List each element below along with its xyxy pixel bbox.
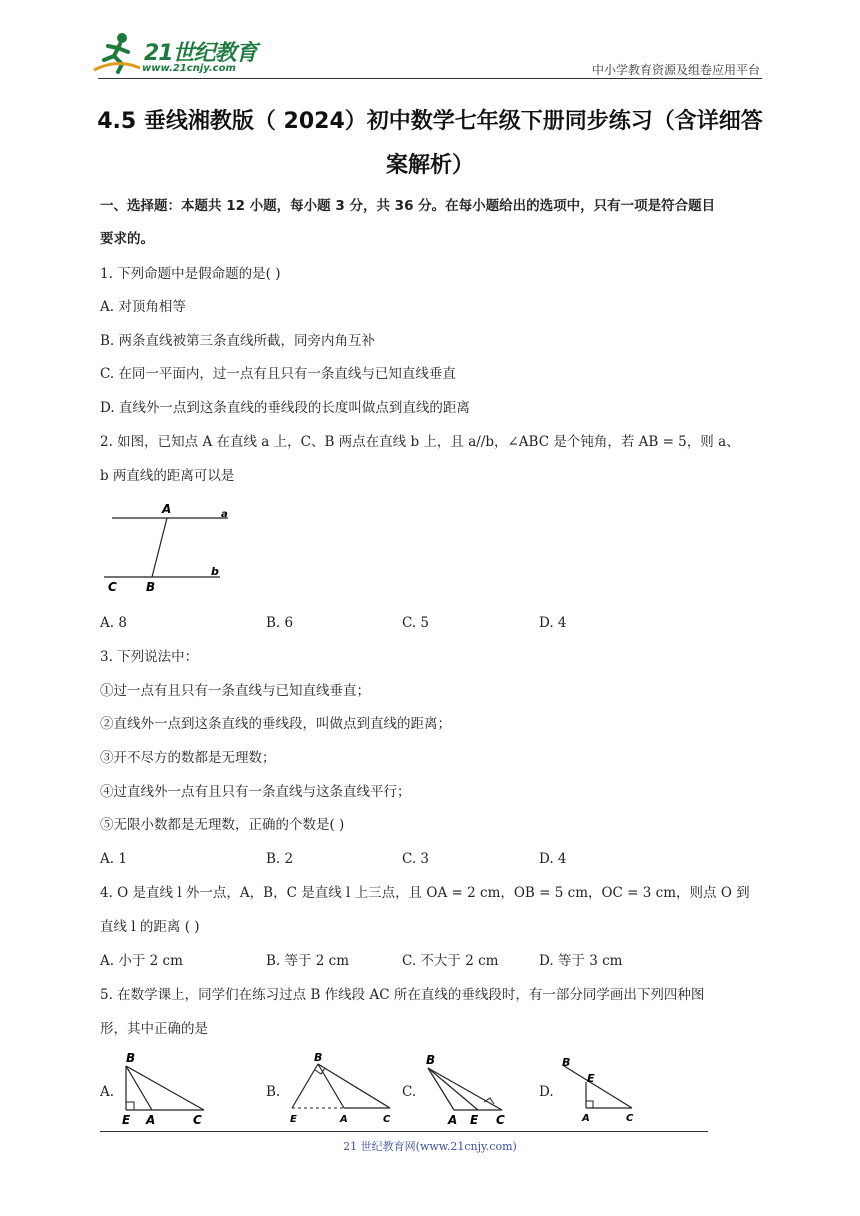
q2-option-d: D. 4 — [539, 615, 567, 631]
fig-d-label-E: E — [587, 1072, 595, 1085]
q4-stem: 4. O 是直线 l 外一点，A，B，C 是直线 l 上三点，且 OA = 2 cm，OB = 5 cm，OC = 3 cm，则点 O 到 — [100, 885, 750, 901]
site-logo — [92, 30, 262, 78]
q3-stem: 3. 下列说法中： — [100, 649, 199, 665]
fig-a-label-C: C — [193, 1113, 202, 1127]
header-divider — [98, 78, 762, 79]
q2-option-a: A. 8 — [100, 615, 127, 631]
q1-option-c: C. 在同一平面内，过一点有且只有一条直线与已知直线垂直 — [100, 366, 456, 382]
q3-option-a: A. 1 — [100, 851, 127, 867]
doc-title-line2: 案解析） — [385, 153, 474, 178]
q4-option-a: A. 小于 2 cm — [100, 953, 183, 969]
q1-option-a: A. 对顶角相等 — [100, 299, 186, 315]
fig-b-label-A: A — [340, 1114, 348, 1125]
q5-option-c: C. — [402, 1084, 417, 1100]
fig-c-label-C: C — [496, 1113, 505, 1127]
section-heading: 一、选择题：本题共 12 小题，每小题 3 分，共 36 分。在每小题给出的选项中，只有一项是符合题目 — [100, 198, 716, 214]
q5-figure-d — [556, 1052, 642, 1130]
fig-b-label-E: E — [290, 1114, 297, 1125]
q3-item-4: ④过直线外一点有且只有一条直线与这条直线平行； — [100, 784, 411, 800]
q1-stem: 1. 下列命题中是假命题的是( ) — [100, 266, 281, 282]
q3-item-5: ⑤无限小数都是无理数，正确的个数是( ) — [100, 817, 345, 833]
q4-option-b: B. 等于 2 cm — [266, 953, 350, 969]
q5-option-b: B. — [266, 1084, 281, 1100]
fig-d-label-B: B — [562, 1056, 571, 1069]
label-C: C — [108, 580, 117, 594]
segment-ab — [152, 518, 167, 577]
fig-b-label-B: B — [314, 1052, 323, 1064]
fig-a-label-A: A — [146, 1113, 156, 1127]
fig-c-label-B: B — [426, 1053, 436, 1067]
q3-option-d: D. 4 — [539, 851, 567, 867]
fig-d-label-C: C — [626, 1113, 634, 1124]
q5-stem: 5. 在数学课上，同学们在练习过点 B 作线段 AC 所在直线的垂线段时，有一部分同学画出下列四种图 — [100, 987, 705, 1003]
q1-option-b: B. 两条直线被第三条直线所截，同旁内角互补 — [100, 333, 376, 349]
section-heading-cont: 要求的。 — [100, 231, 154, 247]
doc-title-line1: 4.5 垂线湘教版（ 2024）初中数学七年级下册同步练习（含详细答 — [97, 109, 763, 134]
platform-name: 中小学教育资源及组卷应用平台 — [591, 63, 760, 77]
label-B: B — [146, 580, 156, 594]
fig-c-label-E: E — [470, 1113, 479, 1127]
q5-figure-b — [282, 1052, 394, 1130]
q4-stem-cont: 直线 l 的距离 ( ) — [100, 919, 200, 935]
footer-divider — [100, 1131, 708, 1132]
q5-option-d: D. — [539, 1084, 554, 1100]
q5-figure-c — [418, 1052, 510, 1130]
fig-d-label-A: A — [582, 1113, 590, 1124]
q3-item-1: ①过一点有且只有一条直线与已知直线垂直； — [100, 683, 370, 699]
q2-figure — [100, 498, 240, 598]
logo-text: 21世纪教育 — [144, 41, 257, 66]
q3-item-2: ②直线外一点到这条直线的垂线段，叫做点到直线的距离； — [100, 716, 451, 732]
runner-icon — [92, 30, 142, 74]
logo-url: www.21cnjy.com — [142, 63, 236, 74]
q2-stem-cont: b 两直线的距离可以是 — [100, 468, 235, 484]
q1-option-d: D. 直线外一点到这条直线的垂线段的长度叫做点到直线的距离 — [100, 400, 470, 416]
q3-option-b: B. 2 — [266, 851, 294, 867]
q2-option-c: C. 5 — [402, 615, 430, 631]
q5-figure-a — [116, 1052, 216, 1130]
footer-link[interactable]: 21 世纪教育网(www.21cnjy.com) — [343, 1140, 517, 1153]
q4-option-c: C. 不大于 2 cm — [402, 953, 499, 969]
fig-b-label-C: C — [383, 1114, 391, 1125]
label-A: A — [162, 502, 172, 516]
fig-a-label-B: B — [126, 1052, 136, 1065]
q2-stem: 2. 如图，已知点 A 在直线 a 上，C、B 两点在直线 b 上，且 a//b，∠ABC 是个钝角，若 AB = 5，则 a、 — [100, 434, 740, 450]
q4-option-d: D. 等于 3 cm — [539, 953, 623, 969]
q2-option-b: B. 6 — [266, 615, 294, 631]
fig-c-label-A: A — [448, 1113, 458, 1127]
q5-stem-cont: 形，其中正确的是 — [100, 1021, 208, 1037]
q3-item-3: ③开不尽方的数都是无理数； — [100, 750, 276, 766]
label-b: b — [211, 565, 219, 578]
label-a: a — [221, 509, 228, 520]
q3-option-c: C. 3 — [402, 851, 430, 867]
fig-a-label-E: E — [122, 1113, 131, 1127]
q5-option-a: A. — [100, 1084, 115, 1100]
